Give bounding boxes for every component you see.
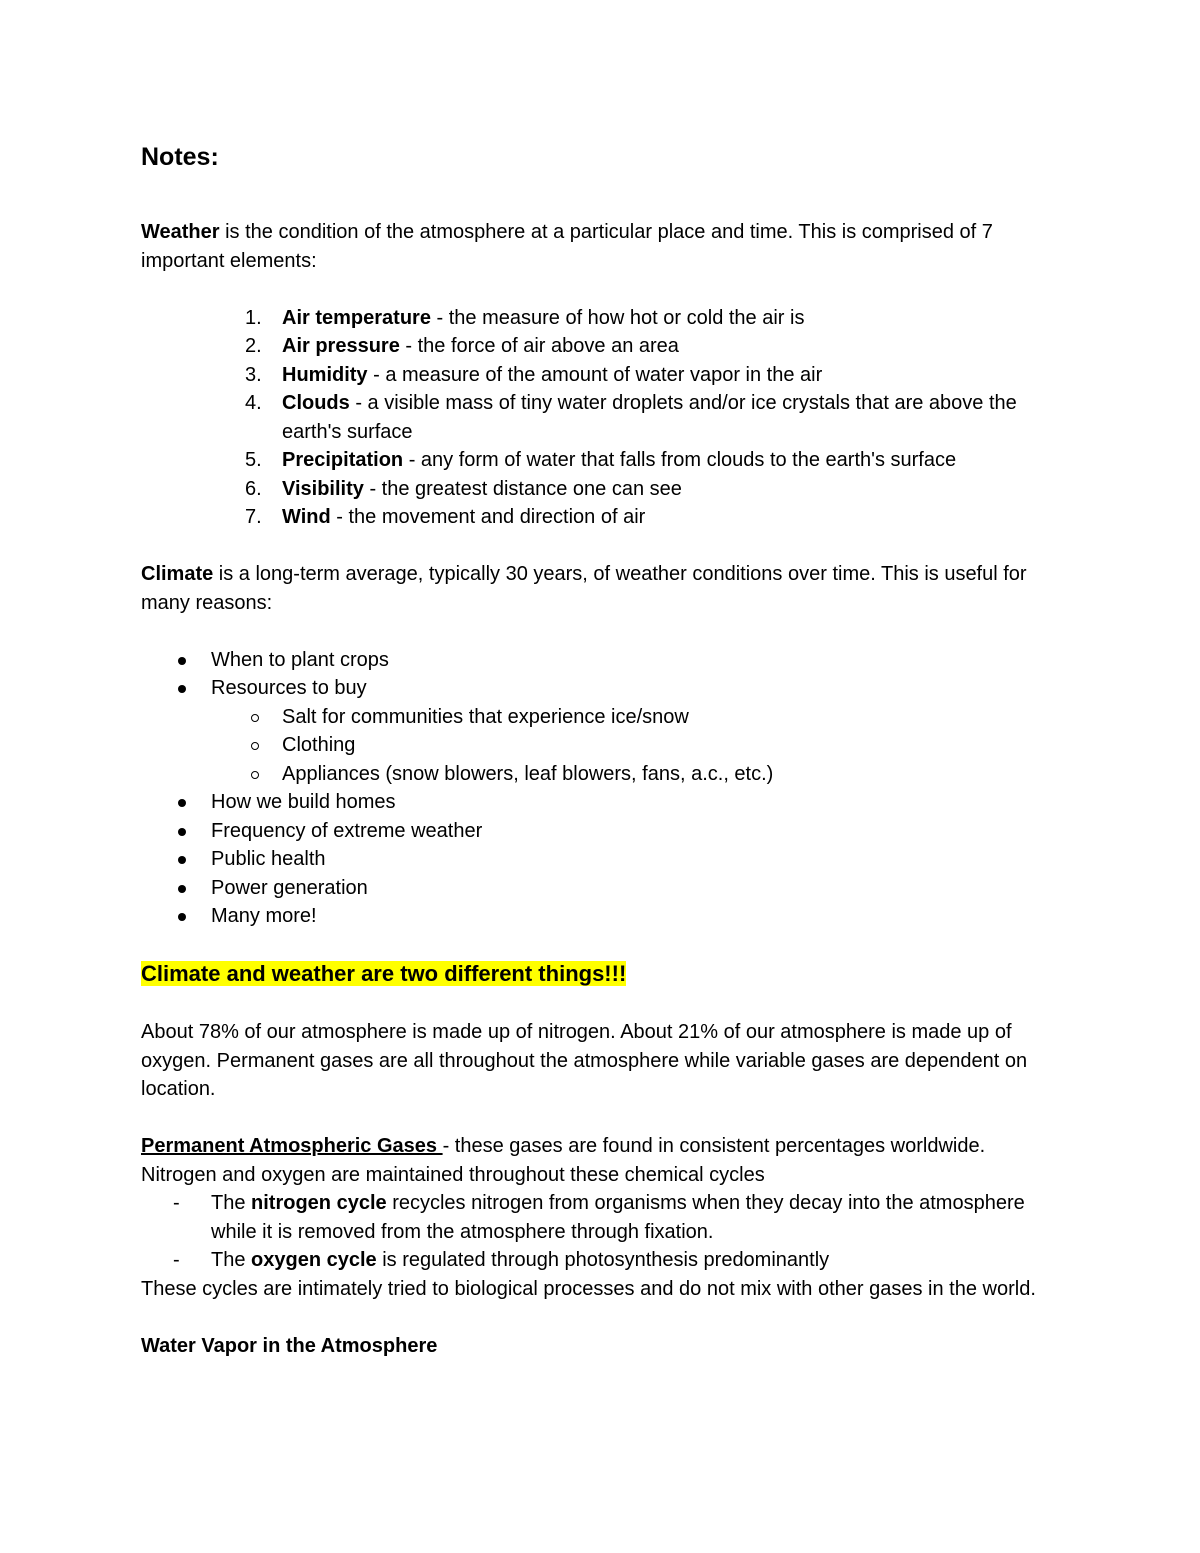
list-item — [141, 902, 1061, 931]
list-item — [141, 389, 1061, 446]
bullet-icon — [178, 685, 186, 693]
sublist-item — [141, 760, 1061, 789]
reason-text: Many more! — [211, 905, 317, 927]
list-number: 4. — [245, 392, 262, 414]
list-item — [141, 674, 1061, 788]
permanent-gases-heading: Permanent Atmospheric Gases — [141, 1135, 443, 1157]
sublist-item — [141, 703, 1061, 732]
list-item — [141, 874, 1061, 903]
bullet-icon — [178, 856, 186, 864]
reason-text: How we build homes — [211, 791, 396, 813]
resource-text: Appliances (snow blowers, leaf blowers, fans, a.c., etc.) — [282, 762, 774, 785]
list-number: 7. — [245, 506, 262, 528]
list-item — [141, 845, 1061, 874]
element-desc: - the greatest distance one can see — [363, 477, 682, 500]
reason-text: When to plant crops — [211, 648, 389, 671]
element-term: Humidity — [282, 363, 368, 386]
page-title: Notes: — [141, 143, 219, 171]
water-vapor-heading-text: Water Vapor in the Atmosphere — [141, 1334, 438, 1357]
bullet-icon — [178, 885, 186, 893]
resources-sublist — [211, 703, 1061, 789]
list-item — [141, 646, 1061, 675]
element-desc: - a measure of the amount of water vapor in the air — [367, 363, 823, 386]
resource-text: Salt for communities that experience ice/snow — [282, 705, 689, 728]
cycles-list — [141, 1189, 1061, 1275]
permanent-gases-text: - these gases are found in consistent percentages worldwide. Nitrogen and oxygen are maintained throughout these chemical cycles — [141, 1135, 986, 1186]
list-item — [141, 446, 1061, 475]
element-term: Wind — [282, 506, 331, 528]
element-desc: - a visible mass of tiny water droplets and/or ice crystals that are above the earth's surface — [282, 392, 1017, 443]
list-number: 2. — [245, 335, 262, 357]
bullet-icon — [178, 913, 186, 921]
bullet-icon — [178, 828, 186, 836]
resource-text: Clothing — [282, 734, 356, 756]
hollow-bullet-icon — [251, 742, 259, 750]
list-item — [141, 332, 1061, 361]
weather-elements-list — [141, 304, 1061, 532]
reason-text: Public health — [211, 848, 326, 870]
list-item — [141, 1189, 1061, 1246]
cycle-pre: The — [211, 1192, 252, 1214]
highlight-paragraph — [141, 959, 1061, 990]
element-term: Visibility — [282, 477, 364, 500]
hollow-bullet-icon — [251, 714, 259, 722]
cycle-pre: The — [211, 1249, 252, 1271]
climate-text: is a long-term average, typically 30 years, of weather conditions over time. This is useful for many reasons: — [141, 563, 1027, 614]
list-item — [141, 475, 1061, 504]
reason-text: Resources to buy — [211, 677, 367, 699]
reason-text: Frequency of extreme weather — [211, 819, 483, 842]
list-item — [141, 788, 1061, 817]
element-term: Air temperature — [282, 306, 431, 329]
element-term: Precipitation — [282, 449, 404, 471]
weather-paragraph — [141, 218, 1061, 275]
bullet-icon — [178, 799, 186, 807]
list-number: 1. — [245, 306, 262, 329]
element-desc: - the force of air above an area — [399, 335, 679, 357]
document-page — [141, 140, 1061, 1360]
dash-marker: - — [173, 1249, 180, 1271]
climate-paragraph — [141, 560, 1061, 617]
cycles-closing-paragraph: These cycles are intimately tried to biological processes and do not mix with other gases in the world. — [141, 1277, 1036, 1300]
cycle-post: recycles nitrogen from organisms when they decay into the atmosphere while it is removed from the atmosphere through fixation. — [211, 1192, 1025, 1243]
permanent-gases-paragraph — [141, 1132, 1061, 1189]
element-desc: - the movement and direction of air — [330, 506, 646, 528]
list-item — [141, 503, 1061, 532]
cycle-term: nitrogen cycle — [251, 1192, 387, 1214]
list-item — [141, 817, 1061, 846]
composition-paragraph: About 78% of our atmosphere is made up of nitrogen. About 21% of our atmosphere is made up of oxygen. Permanent gases are all throughout the atmosphere while variable gases are dependent on location. — [141, 1021, 1028, 1100]
list-number: 3. — [245, 363, 262, 386]
element-desc: - the measure of how hot or cold the air is — [430, 306, 805, 329]
highlighted-callout: Climate and weather are two different things!!! — [141, 961, 627, 986]
element-desc: - any form of water that falls from clouds to the earth's surface — [403, 449, 957, 471]
reason-text: Power generation — [211, 876, 368, 899]
sublist-item — [141, 731, 1061, 760]
list-number: 6. — [245, 477, 262, 500]
climate-reasons-list — [141, 646, 1061, 931]
list-number: 5. — [245, 449, 262, 471]
cycle-post: is regulated through photosynthesis predominantly — [376, 1249, 830, 1271]
list-item — [141, 1246, 1061, 1275]
weather-text: is the condition of the atmosphere at a particular place and time. This is comprised of 7 important elements: — [141, 221, 993, 272]
element-term: Air pressure — [282, 335, 400, 357]
cycle-term: oxygen cycle — [251, 1249, 377, 1271]
list-item — [141, 304, 1061, 333]
water-vapor-heading — [141, 1332, 1061, 1361]
element-term: Clouds — [282, 392, 350, 414]
list-item — [141, 361, 1061, 390]
bullet-icon — [178, 657, 186, 665]
weather-term: Weather — [141, 221, 220, 243]
climate-term: Climate — [141, 563, 214, 585]
hollow-bullet-icon — [251, 771, 259, 779]
dash-marker: - — [173, 1192, 180, 1214]
